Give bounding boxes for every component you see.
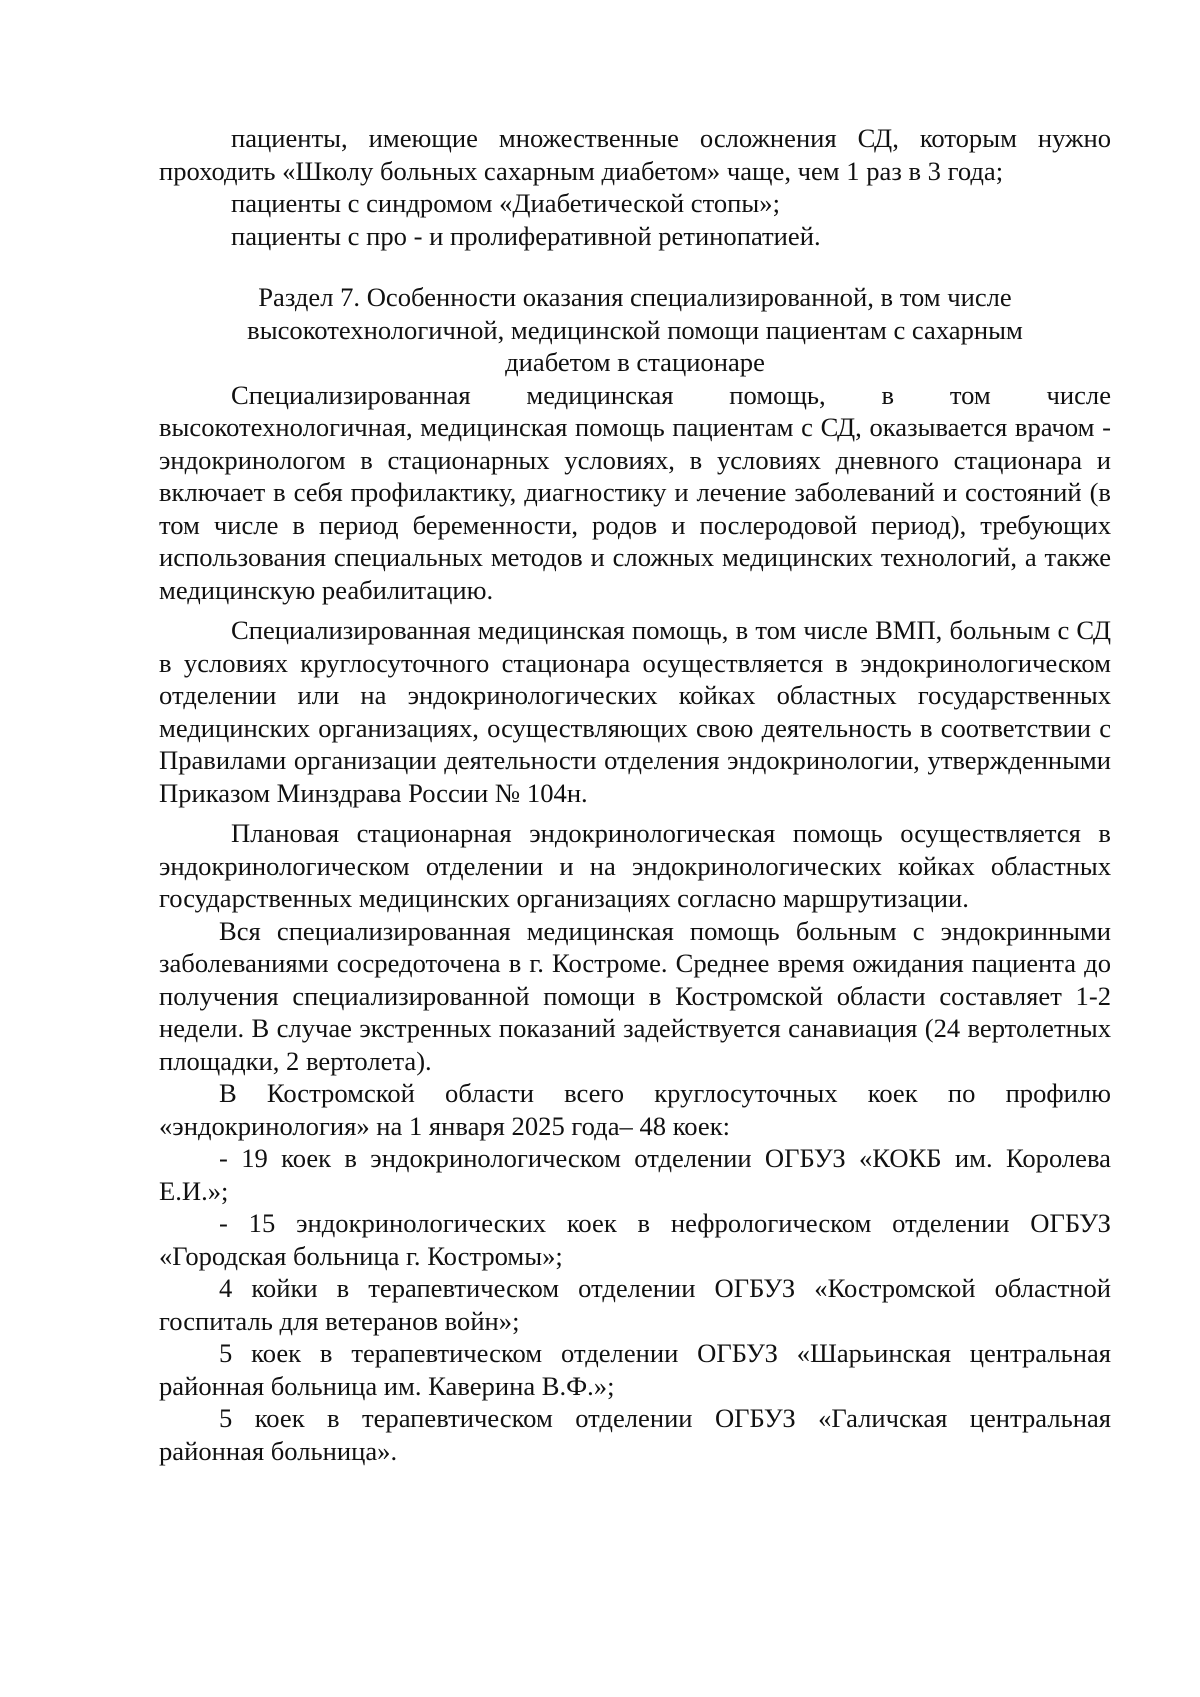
bed-list-item-sharya-hospital: 5 коек в терапевтическом отделении ОГБУЗ «Шарьинская центральная районная больница им. Каверина В.Ф.»; [159,1338,1111,1401]
intro-item-complications: пациенты, имеющие множественные осложнения СД, которым нужно проходить «Школу больных сахарным диабетом» чаще, чем 1 раз в 3 года; [159,123,1111,186]
bed-list-item-kokb: - 19 коек в эндокринологическом отделении ОГБУЗ «КОКБ им. Королева Е.И.»; [159,1143,1111,1206]
bed-list-item-city-hospital: - 15 эндокринологических коек в нефрологическом отделении ОГБУЗ «Городская больница г. Костромы»; [159,1208,1111,1271]
bed-list-item-veterans-hospital: 4 койки в терапевтическом отделении ОГБУЗ «Костромской областной госпиталь для ветеранов войн»; [159,1273,1111,1336]
intro-item-retinopathy: пациенты с про - и пролиферативной ретинопатией. [231,220,821,251]
paragraph-planned-care: Плановая стационарная эндокринологическая помощь осуществляется в эндокринологическом отделении и на эндокринологических койках областных государственных медицинских организациях согласно маршрутизации. [159,818,1111,913]
paragraph-kostroma-care: Вся специализированная медицинская помощь больным с эндокринными заболеваниями сосредоточена в г. Костроме. Среднее время ожидания пациента до получения специализированной помощи в Костромской области составляет 1-2 недели. В случае экстренных показаний задействуется санавиация (24 вертолетных площадки, 2 вертолета). [159,915,1111,1076]
paragraph-vmp: Специализированная медицинская помощь, в том числе ВМП, больным с СД в условиях круглосуточного стационара осуществляется в эндокринологическом отделении или на эндокринологических койках областных государственных медицинских организациях, осуществляющих свою деятельность в соответствии с Правилами организации деятельности отделения эндокринологии, утвержденными Приказом Минздрава России № 104н. [159,615,1111,808]
bed-list-item-galich-hospital: 5 коек в терапевтическом отделении ОГБУЗ «Галичская центральная районная больница». [159,1403,1111,1466]
document-page [159,122,1111,1467]
section-heading: Раздел 7. Особенности оказания специализированной, в том числе высокотехнологичной, медицинской помощи пациентам с сахарным диабетом в стационаре [247,282,1023,377]
paragraph-specialized-care: Специализированная медицинская помощь, в том числе высокотехнологичная, медицинская помощь пациентам с СД, оказывается врачом - эндокринологом в стационарных условиях, в условиях дневного стационара и включает в себя профилактику, диагностику и лечение заболеваний и состояний (в том числе в период беременности, родов и послеродовой период), требующих использования специальных методов и сложных медицинских технологий, а также медицинскую реабилитацию. [159,379,1111,605]
intro-item-diabetic-foot: пациенты с синдромом «Диабетической стопы»; [231,188,780,218]
paragraph-bed-count: В Костромской области всего круглосуточных коек по профилю «эндокринология» на 1 января 2025 года– 48 коек: [159,1078,1111,1141]
